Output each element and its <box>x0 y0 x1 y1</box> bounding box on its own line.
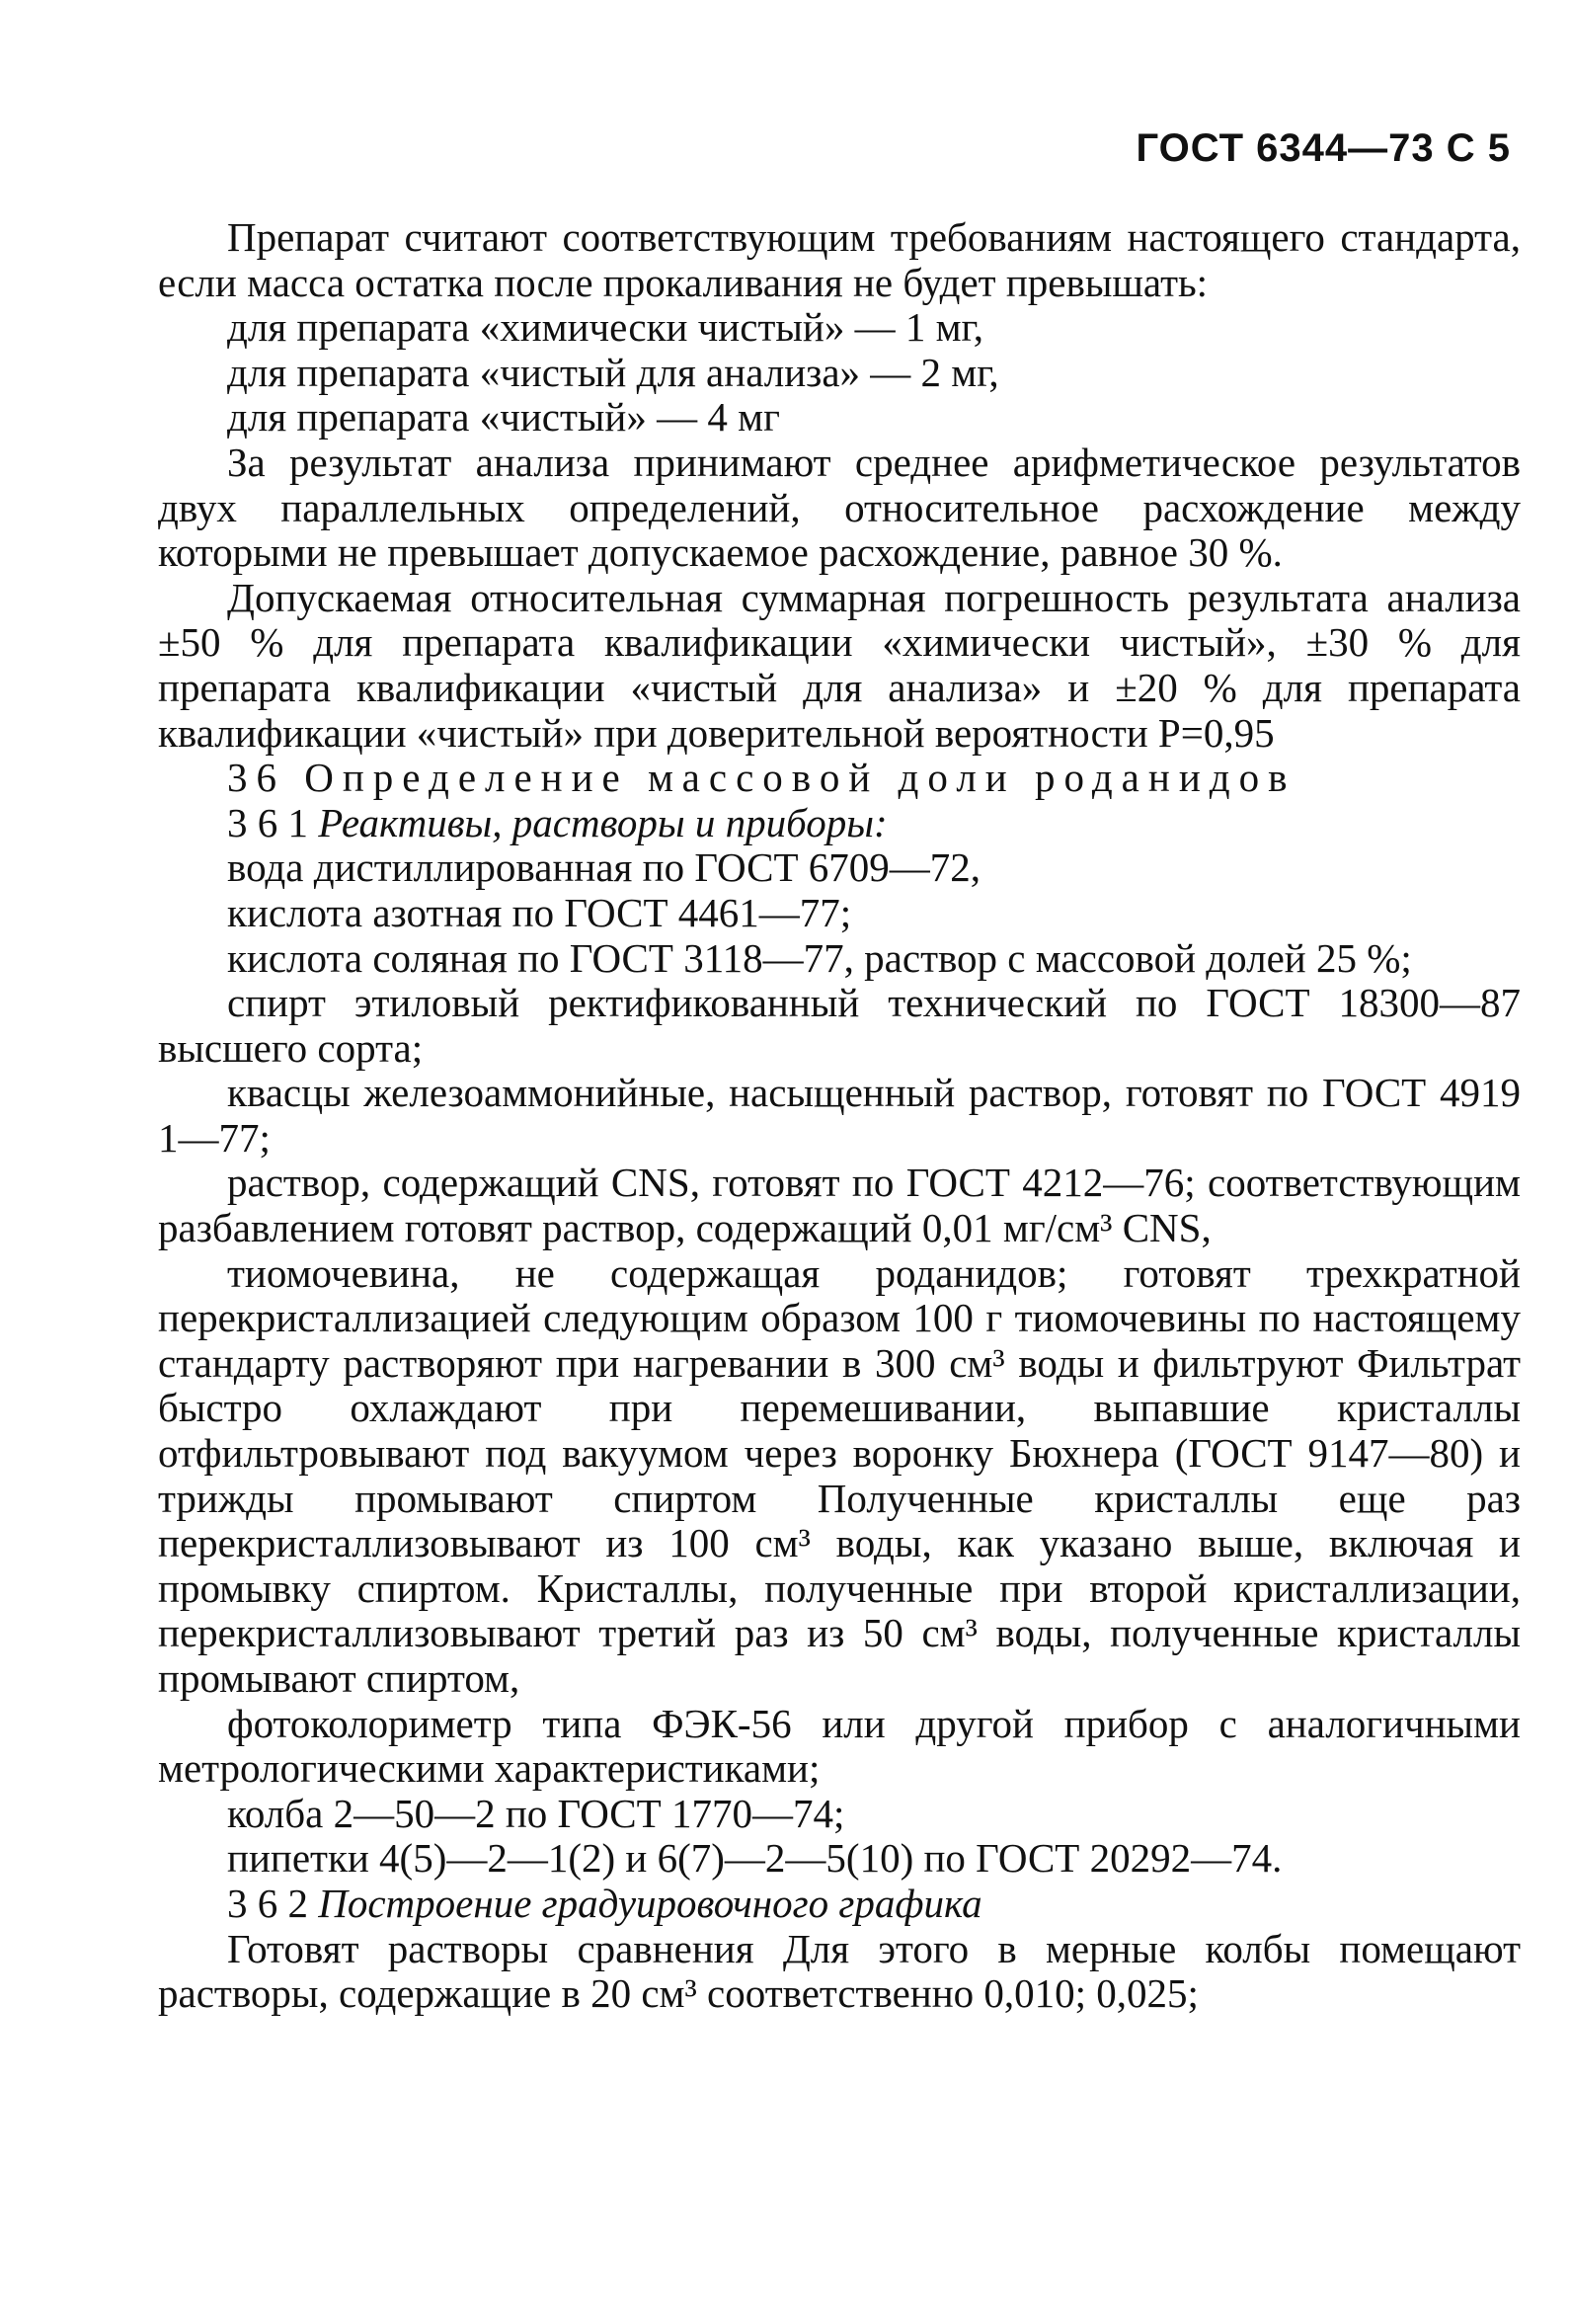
reagent-hydrochloric-acid: кислота соляная по ГОСТ 3118—77, раствор с массовой долей 25 %; <box>227 934 1412 981</box>
reagent-nitric-acid: кислота азотная по ГОСТ 4461—77; <box>227 889 852 935</box>
list-item-ch: для препарата «чистый» — 4 мг <box>227 394 780 441</box>
list-item-hch: для препарата «химически чистый» — 1 мг, <box>227 304 983 351</box>
reagent-thiourea: тиомочевина, не содержащая роданидов; готовят трехкратной перекристаллизацией следующим образом 100 г тиомочевины по настоящему стандарту растворяют при нагревании в 300 см³ воды и фильтруют Фильтрат быстро охлаждают при перемешивании, выпавшие кристаллы отфильтровывают под вакуумом через воронку Бюхнера (ГОСТ 9147—80) и трижды промывают спиртом Полученные кристаллы еще раз перекристаллизовывают из 100 см³ воды, как указано выше, включая и промывку спиртом. Кристаллы, полученные при второй кристаллизации, перекристаллизовывают третий раз из 50 см³ воды, полученные кристаллы промывают спиртом, <box>158 1249 1521 1701</box>
reagent-cns-solution: раствор, содержащий CNS, готовят по ГОСТ 4212—76; соответствующим разбавлением готовят раствор, содержащий 0,01 мг/см³ CNS, <box>158 1160 1521 1251</box>
paragraph-calibration: Готовят растворы сравнения Для этого в мерные колбы помещают растворы, содержащие в 20 см³ соответственно 0,010; 0,025; <box>158 1925 1521 2017</box>
section-361-title: Реактивы, растворы и приборы: <box>318 799 888 845</box>
section-361-heading <box>158 801 1521 846</box>
section-title-36: 36 Определение массовой доли роданидов <box>227 755 1296 801</box>
paragraph-result: За результат анализа принимают среднее арифметическое результатов двух параллельных определений, относительное расхождение между которыми не превышает допускаемое расхождение, равное 30 %. <box>158 439 1521 576</box>
equipment-pipettes: пипетки 4(5)—2—1(2) и 6(7)—2—5(10) по ГОСТ 20292—74. <box>227 1835 1283 1882</box>
equipment-photocolorimeter: фотоколориметр типа ФЭК-56 или другой прибор с аналогичными метрологическими характеристиками; <box>158 1700 1521 1792</box>
section-362-title: Построение градуировочного графика <box>318 1880 982 1926</box>
reagent-ethanol: спирт этиловый ректификованный технический по ГОСТ 18300—87 высшего сорта; <box>158 980 1521 1071</box>
list-item-chda: для препарата «чистый для анализа» — 2 мг, <box>227 349 999 395</box>
section-362-heading <box>158 1882 1521 1927</box>
document-body <box>158 215 1521 2017</box>
paragraph-intro: Препарат считают соответствующим требованиям настоящего стандарта, если масса остатка после прокаливания не будет превышать: <box>158 214 1521 305</box>
reagent-alum: квасцы железоаммонийные, насыщенный раствор, готовят по ГОСТ 4919 1—77; <box>158 1070 1521 1161</box>
section-362-number: 3 6 2 <box>227 1880 308 1926</box>
paragraph-error: Допускаемая относительная суммарная погрешность результата анализа ±50 % для препарата квалификации «химически чистый», ±30 % для препарата квалификации «чистый для анализа» и ±20 % для препарата квалификации «чистый» при доверительной вероятности P=0,95 <box>158 574 1521 756</box>
reagent-water: вода дистиллированная по ГОСТ 6709—72, <box>227 844 981 891</box>
page-header: ГОСТ 6344—73 С 5 <box>1136 126 1511 170</box>
section-361-number: 3 6 1 <box>227 799 308 845</box>
equipment-flask: колба 2—50—2 по ГОСТ 1770—74; <box>227 1790 845 1836</box>
